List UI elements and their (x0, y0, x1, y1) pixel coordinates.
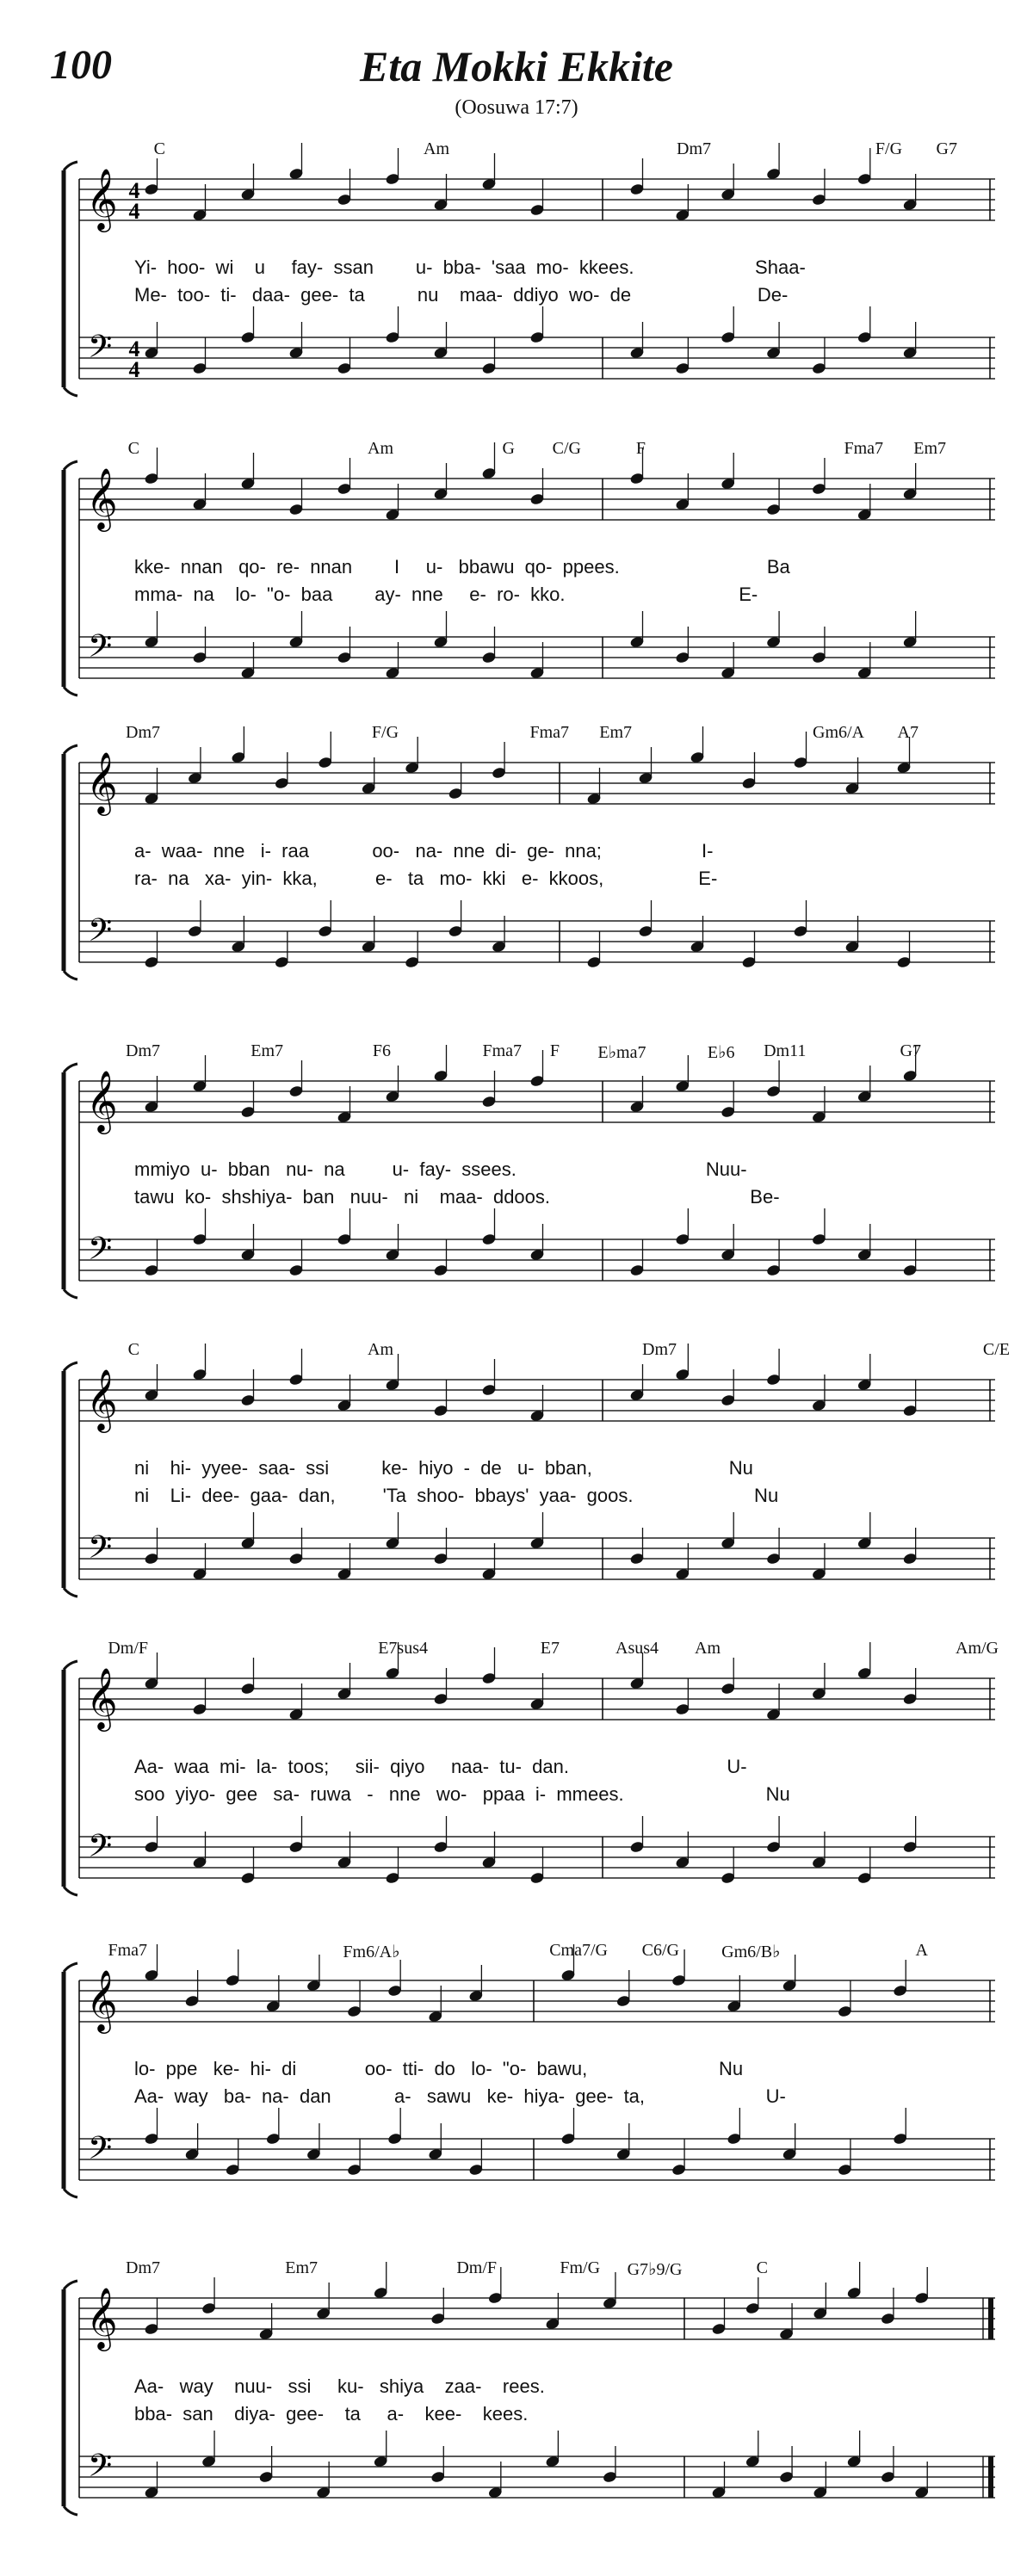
chord-symbol: F6 (372, 1041, 392, 1060)
score-system (48, 2248, 999, 2541)
chord-symbol: F (549, 1041, 560, 1060)
bass-clef-icon: 𝄢 (88, 329, 113, 373)
treble-clef-icon: 𝄞 (86, 1368, 118, 1430)
chord-symbol: C6/G (641, 1941, 680, 1960)
treble-clef-icon: 𝄞 (86, 1968, 118, 2031)
treble-clef-icon: 𝄞 (86, 167, 118, 230)
chord-symbol: C (756, 2258, 769, 2277)
chord-symbol: Asus4 (615, 1639, 659, 1658)
hymn-title: Eta Mokki Ekkite (360, 42, 673, 90)
chord-symbol: C (127, 1340, 140, 1359)
chord-symbol: Gm6/A (813, 723, 864, 742)
lyrics-verse-1: ni hi- yyee- saa- ssi ke- hiyo - de u- bban, Nu (134, 1457, 753, 1479)
chord-symbol: Dm7 (642, 1340, 677, 1359)
lyrics-verse-1: Aa- way nuu- ssi ku- shiya zaa- rees. (134, 2375, 545, 2397)
treble-clef-icon: 𝄞 (86, 2286, 118, 2349)
chord-symbol: E7sus4 (378, 1639, 429, 1658)
bass-staff (79, 1239, 995, 1281)
chord-symbol: Em7 (599, 723, 633, 742)
time-signature-bottom: 4 (128, 199, 140, 224)
chord-symbol: A (915, 1941, 929, 1960)
chord-symbol: Fma7 (482, 1041, 523, 1060)
score-system (48, 429, 999, 721)
lyrics-verse-2: mma- na lo- "o- baa ay- nne e- ro- kko. E- (134, 584, 758, 605)
chord-symbol: C (153, 139, 166, 158)
score-system (48, 713, 999, 1005)
bass-staff (79, 2139, 995, 2180)
lyrics-verse-1: Aa- waa mi- la- toos; sii- qiyo naa- tu- dan. U- (134, 1756, 747, 1777)
chord-symbol: Dm7 (126, 1041, 160, 1060)
bass-clef-icon: 𝄢 (88, 912, 113, 956)
chord-symbol: Cma7/G (549, 1941, 609, 1960)
chord-symbol: Fm/G (560, 2258, 601, 2277)
chord-symbol: F/G (875, 139, 903, 158)
chord-symbol: Dm7 (126, 2258, 160, 2277)
chord-symbol: E♭ma7 (597, 1043, 646, 1062)
chord-symbol: Gm6/B♭ (721, 1943, 781, 1961)
bass-clef-icon: 𝄢 (88, 2130, 113, 2174)
score-system (48, 1031, 999, 1324)
lyrics-verse-2: soo yiyo- gee sa- ruwa - nne wo- ppaa i- mmees. Nu (134, 1783, 790, 1805)
score-system (48, 129, 999, 422)
chord-symbol: E7 (540, 1639, 560, 1658)
chord-symbol: F (635, 439, 646, 458)
treble-staff (79, 1678, 995, 1720)
time-signature-bottom: 4 (128, 357, 140, 382)
time-signature-top: 4 (128, 178, 140, 203)
treble-staff (79, 1081, 995, 1122)
lyrics-verse-1: Yi- hoo- wi u fay- ssan u- bba- 'saa mo- kkees. Shaa- (134, 256, 806, 278)
score-system (48, 1628, 999, 1921)
bass-clef-icon: 𝄢 (88, 1231, 113, 1275)
chord-symbol: Dm7 (677, 139, 711, 158)
chord-symbol: G7 (936, 139, 958, 158)
bass-clef-icon: 𝄢 (88, 628, 113, 672)
chord-symbol: Dm7 (126, 723, 160, 742)
lyrics-verse-2: bba- san diya- gee- ta a- kee- kees. (134, 2403, 529, 2425)
chord-symbol: C/E (982, 1340, 1011, 1359)
treble-clef-icon: 𝄞 (86, 1666, 118, 1729)
lyrics-verse-2: tawu ko- shshiya- ban nuu- ni maa- ddoos. Be- (134, 1186, 780, 1208)
chord-symbol: Fm6/A♭ (343, 1943, 400, 1961)
chord-symbol: Dm/F (456, 2258, 498, 2277)
time-signature-top: 4 (128, 337, 140, 361)
chord-symbol: Dm/F (108, 1639, 149, 1658)
chord-symbol: G7 (900, 1041, 922, 1060)
bass-clef-icon: 𝄢 (88, 1529, 113, 1573)
treble-clef-icon: 𝄞 (86, 466, 118, 529)
bass-clef-icon: 𝄢 (88, 1828, 113, 1872)
chord-symbol: F/G (371, 723, 399, 742)
chord-symbol: Fma7 (844, 439, 884, 458)
chord-symbol: Am (424, 139, 449, 158)
lyrics-verse-1: mmiyo u- bban nu- na u- fay- ssees. Nuu- (134, 1158, 747, 1180)
chord-symbol: Am (368, 439, 393, 458)
chord-symbol: G7♭9/G (627, 2260, 683, 2279)
score-system (48, 1930, 999, 2223)
chord-symbol: C/G (552, 439, 582, 458)
treble-clef-icon: 𝄞 (86, 751, 118, 813)
lyrics-verse-1: kke- nnan qo- re- nnan I u- bbawu qo- ppees. Ba (134, 556, 790, 578)
bass-staff (79, 337, 995, 379)
lyrics-verse-1: a- waa- nne i- raa oo- na- nne di- ge- nna; I- (134, 840, 714, 862)
chord-symbol: Em7 (251, 1041, 284, 1060)
bass-staff (79, 1837, 995, 1878)
chord-symbol: Em7 (285, 2258, 319, 2277)
treble-clef-icon: 𝄞 (86, 1069, 118, 1132)
chord-symbol: C (127, 439, 140, 458)
treble-staff (79, 1980, 995, 2022)
score-system (48, 1330, 1011, 1622)
chord-symbol: Am (368, 1340, 393, 1359)
bass-clef-icon: 𝄢 (88, 2448, 113, 2492)
chord-symbol: Am (695, 1639, 721, 1658)
lyrics-verse-2: Me- too- ti- daa- gee- ta nu maa- ddiyo wo- de De- (134, 284, 789, 306)
chord-symbol: E♭6 (707, 1043, 735, 1062)
lyrics-verse-2: ra- na xa- yin- kka, e- ta mo- kki e- kkoos, E- (134, 868, 718, 889)
chord-symbol: Fma7 (108, 1941, 148, 1960)
lyrics-verse-1: lo- ppe ke- hi- di oo- tti- do lo- "o- bawu, Nu (134, 2058, 744, 2079)
chord-symbol: Dm11 (764, 1041, 807, 1060)
chord-symbol: Fma7 (529, 723, 570, 742)
chord-symbol: Em7 (913, 439, 947, 458)
chord-symbol: A7 (897, 723, 919, 742)
lyrics-verse-2: Aa- way ba- na- dan a- sawu ke- hiya- gee- ta, U- (134, 2085, 786, 2107)
chord-symbol: Am/G (956, 1639, 999, 1658)
hymn-number: 100 (50, 42, 112, 88)
lyrics-verse-2: ni Li- dee- gaa- dan, 'Ta shoo- bbays' yaa- goos. Nu (134, 1485, 779, 1506)
treble-staff (79, 2298, 995, 2339)
chord-symbol: G (502, 439, 516, 458)
scripture-reference: (Oosuwa 17:7) (455, 96, 578, 119)
